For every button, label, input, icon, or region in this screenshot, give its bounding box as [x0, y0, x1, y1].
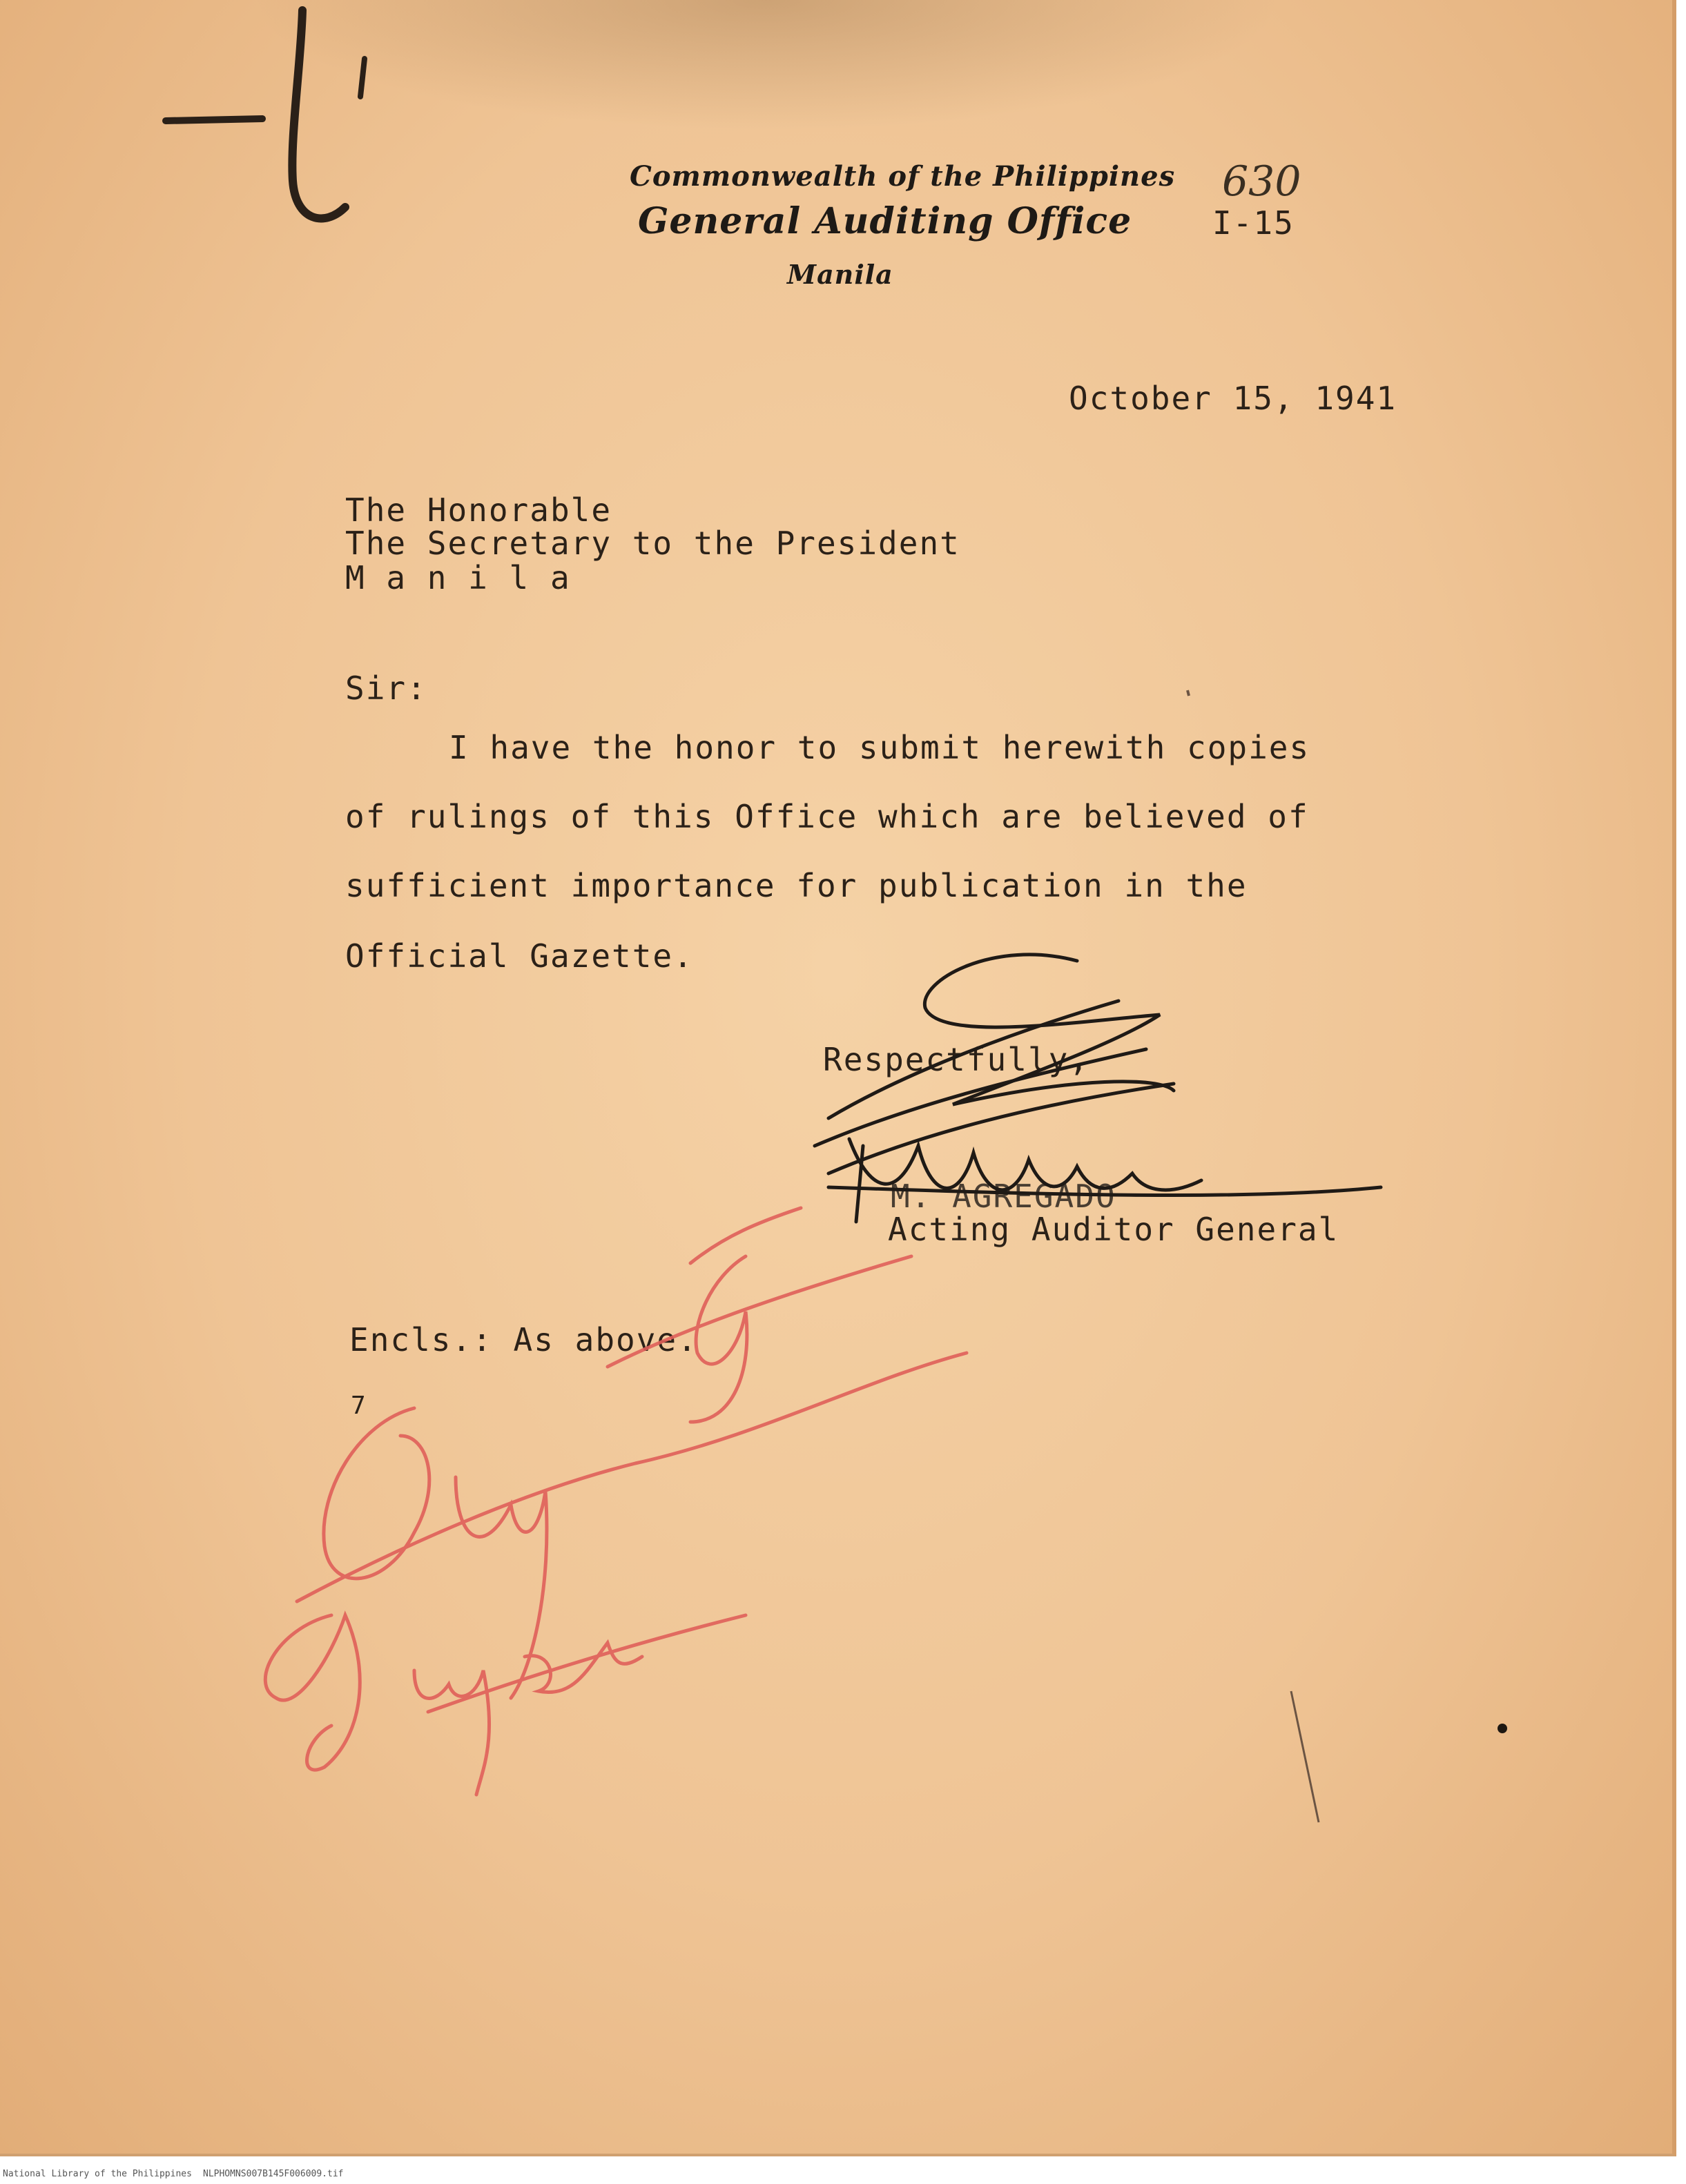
signatory-name: M. AGREGADO: [891, 1178, 1116, 1215]
page-mark: 7: [351, 1392, 367, 1420]
closing: Respectfully,: [823, 1041, 1090, 1078]
salutation: Sir:: [345, 670, 427, 707]
letter-date: October 15, 1941: [1069, 380, 1397, 417]
body-line-1: I have the honor to submit herewith copies: [449, 729, 1310, 766]
letterhead-line-2: General Auditing Office: [638, 200, 1132, 242]
red-pencil-annotation: [265, 1208, 967, 1795]
ink-speck: [1498, 1724, 1507, 1733]
scan-footer: [0, 2162, 1686, 2184]
signatory-title: Acting Auditor General: [888, 1211, 1339, 1248]
letterhead-line-3: Manila: [787, 259, 893, 290]
handwritten-number: 630: [1222, 157, 1301, 206]
body-line-4: Official Gazette.: [345, 937, 694, 975]
paper-scratch: [1291, 1691, 1319, 1822]
signature: [815, 955, 1381, 1222]
recipient-line-2: The Secretary to the President: [345, 525, 960, 562]
footer-filename: NLPHOMNS007B145F006009.tif: [203, 2169, 344, 2179]
corner-ink-mark: [166, 10, 365, 218]
letterhead-line-1: Commonwealth of the Philippines: [630, 160, 1176, 193]
paper-speck: [1188, 690, 1189, 696]
recipient-line-3: M a n i l a: [345, 559, 571, 596]
file-number: I-15: [1212, 204, 1295, 242]
enclosure-note: Encls.: As above.: [349, 1321, 698, 1358]
recipient-line-1: The Honorable: [345, 491, 612, 529]
footer-library: National Library of the Philippines: [3, 2169, 192, 2179]
body-line-2: of rulings of this Office which are believed of: [345, 798, 1309, 835]
body-line-3: sufficient importance for publication in the: [345, 867, 1248, 904]
